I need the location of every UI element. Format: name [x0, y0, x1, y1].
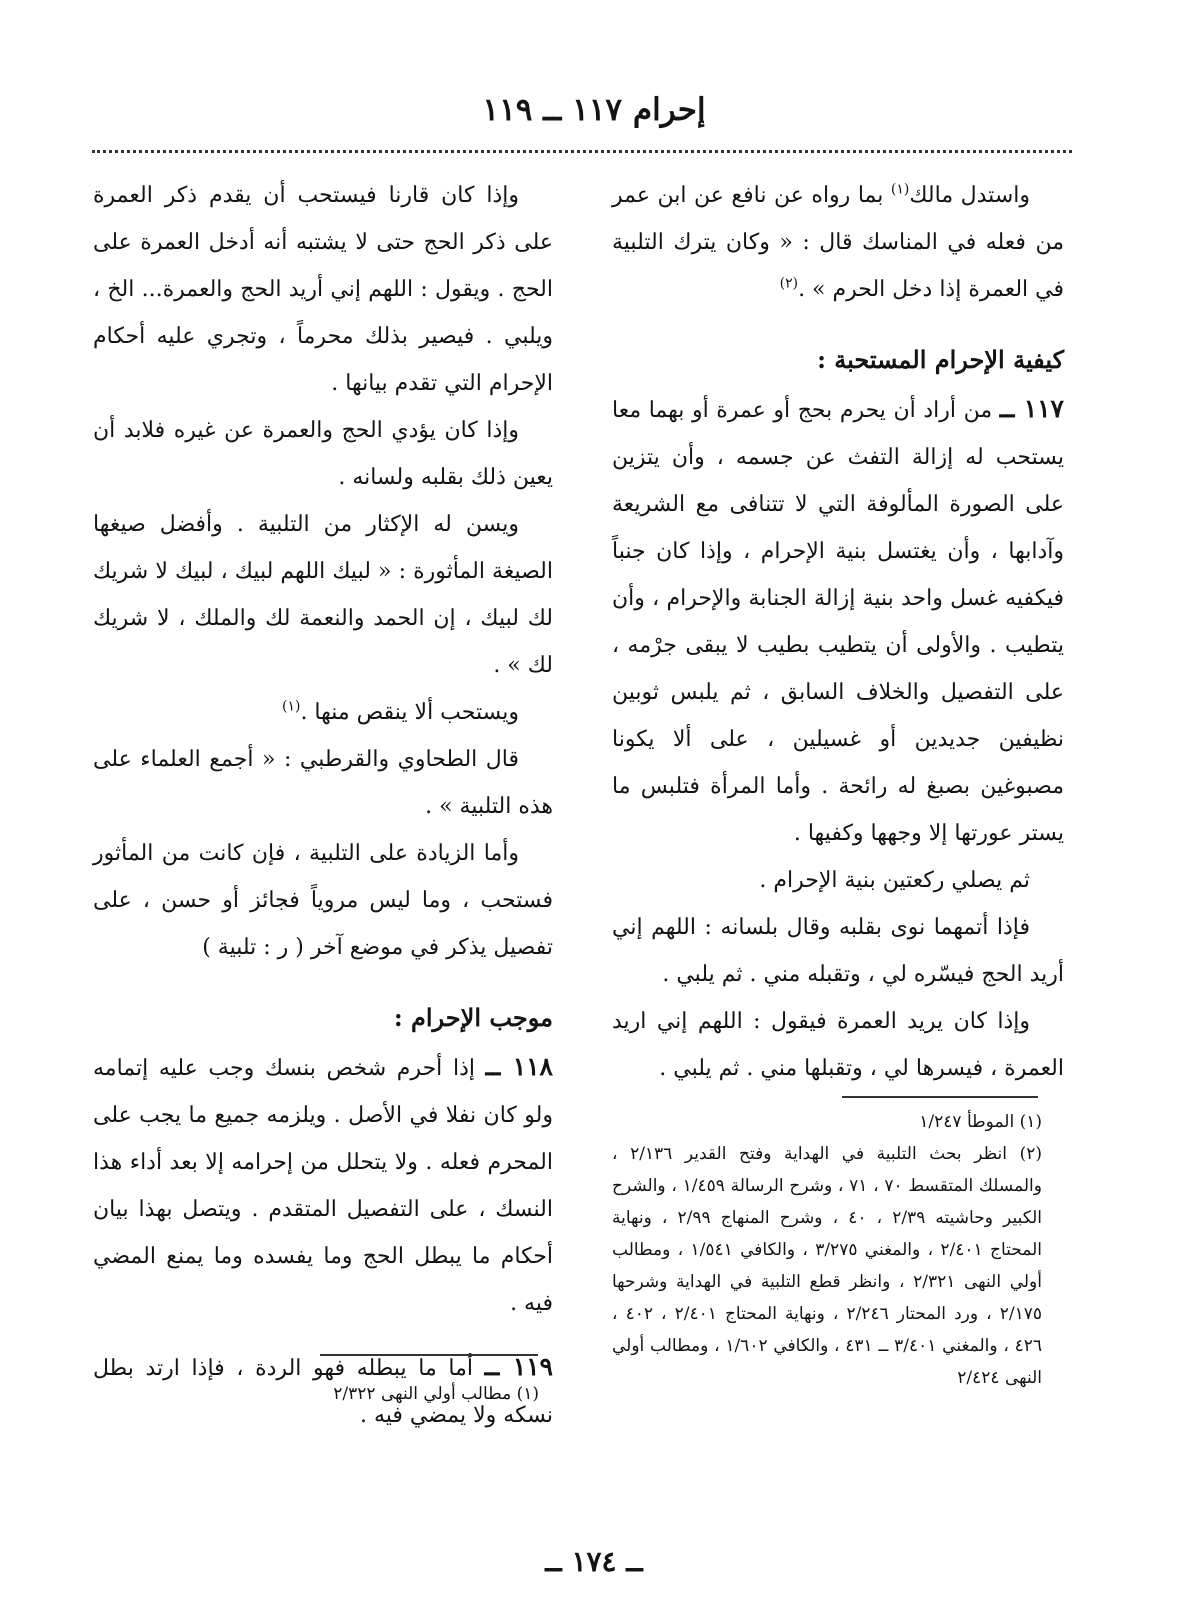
right-column: [612, 172, 1064, 1092]
right-footnotes: [612, 1106, 1042, 1394]
page-header: إحرام ١١٧ ــ ١١٩: [482, 92, 706, 128]
section-number: ١١٨ ــ: [485, 1052, 553, 1081]
paragraph-umrah-intention: وإذا كان يريد العمرة فيقول : اللهم إني اريد العمرة ، فيسرها لي ، وتقبلها مني . ثم يلبي .: [612, 1009, 1064, 1081]
left-footnote-rule: [320, 1354, 538, 1356]
footnote-1: (١) مطالب أولي النهى ٢/٣٢٢: [333, 1384, 539, 1404]
paragraph-malik: [612, 172, 1064, 313]
left-column: [93, 172, 553, 1439]
paragraph-addition: وأما الزيادة على التلبية ، فإن كانت من المأثور فستحب ، وما ليس مروياً فجائز أو حسن ، على تفصيل يذكر في موضع آخر ( ر : تلبية ): [93, 841, 553, 960]
paragraph-text: واستدل مالك: [909, 183, 1030, 208]
paragraph-text: من أراد أن يحرم بحج أو عمرة أو بهما معا يستحب له إزالة التفث عن جسمه ، وأن يتزين على الصورة المألوفة التي لا تتنافى مع الشريعة وآدابها ، وأن يغتسل بنية الإحرام ، وإذا كان جنباً فيكفيه غسل واحد بنية إزالة الجنابة والإحرام ، وأن يتطيب . والأولى أن يتطيب بطيب لا يبقى جرْمه ، على التفصيل والخلاف السابق ، ثم يلبس ثوبين نظيفين جديدين أو غسيلين ، على ألا يكونا مصبوغين بصبغ له رائحة . وأما المرأة فتلبس ما يستر عورتها إلا وجهها وكفيها .: [612, 398, 1064, 846]
spacer: [93, 1327, 553, 1343]
header-dotted-rule: [92, 150, 1072, 153]
footnote-2: (٢) انظر بحث التلبية في الهداية وفتح القدير ٢/١٣٦ ، والمسلك المتقسط ٧٠ ، ٧١ ، وشرح الرسالة ١/٤٥٩ ، والشرح الكبير وحاشيته ٢/٣٩ ، ٤٠ ، وشرح المنهاج ٢/٩٩ ، ونهاية المحتاج ٢/٤٠١ ، والمغني ٣/٢٧٥ ، والكافي ١/٥٤١ ، ومطالب أولي النهى ٢/٣٢١ ، وانظر قطع التلبية في الهداية وشرحها ٢/١٧٥ ، ورد المحتار ٢/٢٤٦ ، ونهاية المحتاج ٢/٤٠١ ، ٤٠٢ ، ٤٢٦ ، والمغني ٣/٤٠١ ــ ٤٣١ ، والكافي ١/٦٠٢ ، ومطالب أولي النهى ٢/٤٢٤: [612, 1144, 1042, 1388]
paragraph-consensus: قال الطحاوي والقرطبي : « أجمع العلماء على هذه التلبية » .: [93, 747, 553, 819]
page-number: ــ ١٧٤ ــ: [545, 1545, 643, 1578]
section-heading-ihram-method: كيفية الإحرام المستحبة :: [817, 345, 1064, 374]
section-118: [93, 1043, 553, 1327]
paragraph-text: إذا أحرم شخص بنسك وجب عليه إتمامه ولو كان نفلا في الأصل . ويلزمه جميع ما يجب على المحرم فعله . ولا يتحلل من إحرامه إلا بعد أداء هذا النسك ، على التفصيل المتقدم . ويتصل بهذا بيان أحكام ما يبطل الحج وما يفسده وما يمنع المضي فيه .: [93, 1056, 553, 1316]
paragraph-proxy: وإذا كان يؤدي الحج والعمرة عن غيره فلابد أن يعين ذلك بقلبه ولسانه .: [93, 418, 553, 490]
section-117: [612, 385, 1064, 857]
footnote-ref: (٢): [779, 275, 799, 292]
section-heading-ihram-obligation: موجب الإحرام :: [393, 1003, 553, 1032]
footnote-1: (١) الموطأ ١/٢٤٧: [919, 1112, 1042, 1132]
paragraph-prayer: ثم يصلي ركعتين بنية الإحرام .: [759, 868, 1030, 893]
paragraph-text: أما ما يبطله فهو الردة ، فإذا ارتد بطل نسكه ولا يمضي فيه .: [93, 1356, 553, 1428]
footnote-ref: (١): [281, 698, 301, 715]
paragraph-hajj-intention: فإذا أتمهما نوى بقلبه وقال بلسانه : اللهم إني أريد الحج فيسّره لي ، وتقبله مني . ثم يلبي .: [612, 915, 1064, 987]
paragraph-talbiya: ويسن له الإكثار من التلبية . وأفضل صيغها الصيغة المأثورة : « لبيك اللهم لبيك ، لبيك لا شريك لك لبيك ، إن الحمد والنعمة لك والملك ، لا شريك لك » .: [93, 512, 553, 678]
right-footnote-rule: [842, 1096, 1038, 1098]
paragraph-no-reduce: [93, 689, 553, 736]
section-number: ١١٩ ــ: [484, 1352, 553, 1381]
section-number: ١١٧ ــ: [999, 394, 1064, 423]
left-footnotes: [93, 1378, 539, 1410]
paragraph-qiran: وإذا كان قارنا فيستحب أن يقدم ذكر العمرة على ذكر الحج حتى لا يشتبه أنه أدخل العمرة على الحج . ويقول : اللهم إني أريد الحج والعمرة... الخ ، ويلبي . فيصير بذلك محرماً ، وتجري عليه أحكام الإحرام التي تقدم بيانها .: [93, 183, 554, 396]
paragraph-text: بما رواه عن نافع عن ابن عمر من فعله في المناسك قال : « وكان يترك التلبية في العمرة إذا دخل الحرم » .: [612, 183, 1064, 302]
footnote-ref: (١): [890, 181, 910, 198]
paragraph-text: ويستحب ألا ينقص منها .: [300, 700, 519, 725]
